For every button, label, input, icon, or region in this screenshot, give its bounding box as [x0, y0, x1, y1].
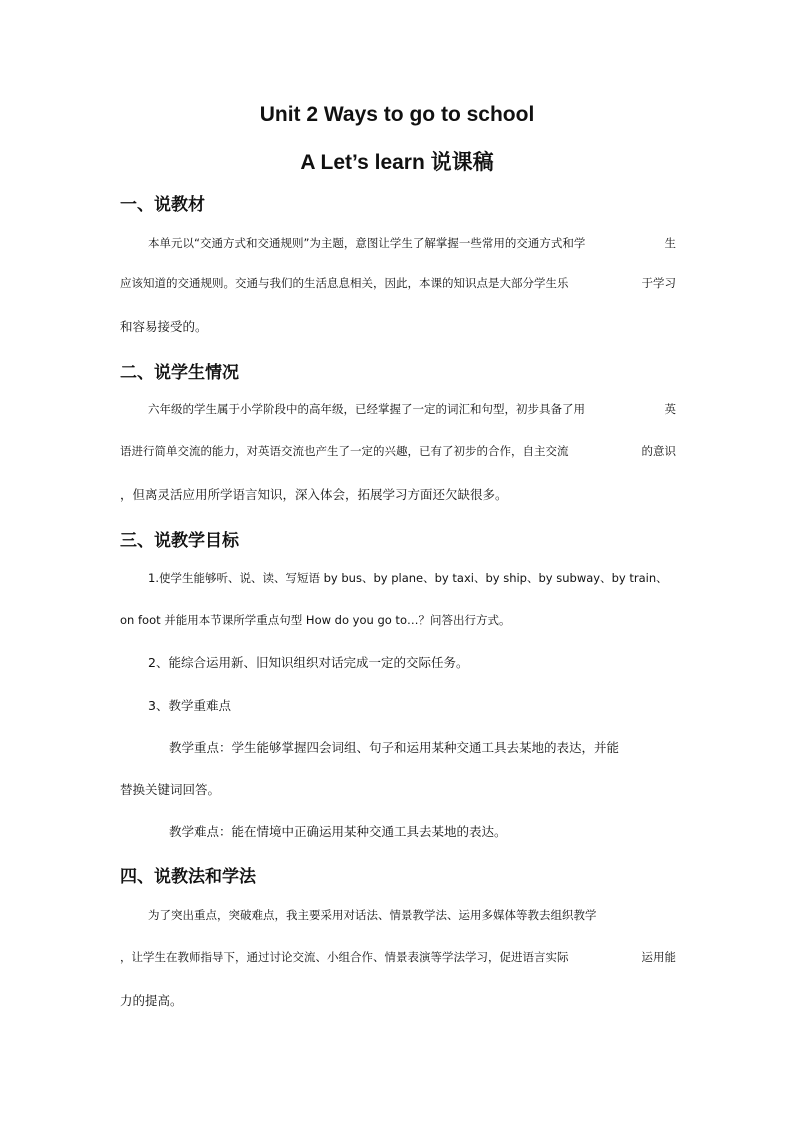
- paragraph-line: [120, 949, 676, 965]
- line-text-tail: 生: [664, 236, 676, 250]
- section-heading-objectives: 三、说教学目标: [120, 531, 239, 551]
- document-title: Unit 2 Ways to go to school: [259, 103, 535, 126]
- section-heading-methods: 四、说教法和学法: [120, 867, 256, 887]
- document-subtitle: A Let’s learn 说课稿: [300, 151, 494, 174]
- paragraph-line: 3、教学重难点: [148, 698, 231, 713]
- line-text-tail: 的意识: [641, 444, 676, 458]
- line-text: ，让学生在教师指导下，通过讨论交流、小组合作、情景表演等学法学习，促进语言实际: [120, 950, 569, 964]
- line-text: 应该知道的交通规则。交通与我们的生活息息相关，因此，本课的知识点是大部分学生乐: [120, 276, 569, 290]
- paragraph-line: 替换关键词回答。: [120, 782, 221, 797]
- section-heading-textbook: 一、说教材: [120, 195, 205, 215]
- line-text: 本单元以“交通方式和交通规则”为主题，意图让学生了解掌握一些常用的交通方式和学: [148, 236, 586, 250]
- paragraph-line: 教学难点：能在情境中正确运用某种交通工具去某地的表达。: [169, 824, 507, 839]
- paragraph-line: [148, 401, 676, 417]
- paragraph-line: 和容易接受的。: [120, 319, 208, 334]
- paragraph-line: 力的提高。: [120, 993, 183, 1008]
- line-text-tail: 于学习: [641, 276, 676, 290]
- paragraph-line: 2、能综合运用新、旧知识组织对话完成一定的交际任务。: [148, 655, 469, 670]
- section-heading-students: 二、说学生情况: [120, 363, 239, 383]
- line-text-tail: 英: [664, 402, 676, 416]
- paragraph-line: ，但离灵活应用所学语言知识，深入体会，拓展学习方面还欠缺很多。: [120, 487, 508, 502]
- paragraph-line: [120, 443, 676, 459]
- paragraph-line: 为了突出重点，突破难点，我主要采用对话法、情景教学法、运用多媒体等教去组织教学: [148, 908, 597, 922]
- line-text: 六年级的学生属于小学阶段中的高年级，已经掌握了一定的词汇和句型，初步具备了用: [148, 402, 585, 416]
- paragraph-line: on foot 并能用本节课所学重点句型 How do you go to…？问答出行方式。: [120, 613, 511, 627]
- line-text: 语进行简单交流的能力，对英语交流也产生了一定的兴趣，已有了初步的合作，自主交流: [120, 444, 569, 458]
- paragraph-line: 教学重点：学生能够掌握四会词组、句子和运用某种交通工具去某地的表达，并能: [169, 740, 620, 755]
- line-text-tail: 运用能: [641, 950, 676, 964]
- paragraph-line: 1.使学生能够听、说、读、写短语 by bus、by plane、by taxi、by ship、by subway、by train、: [148, 571, 668, 585]
- paragraph-line: [148, 235, 676, 251]
- paragraph-line: [120, 275, 676, 291]
